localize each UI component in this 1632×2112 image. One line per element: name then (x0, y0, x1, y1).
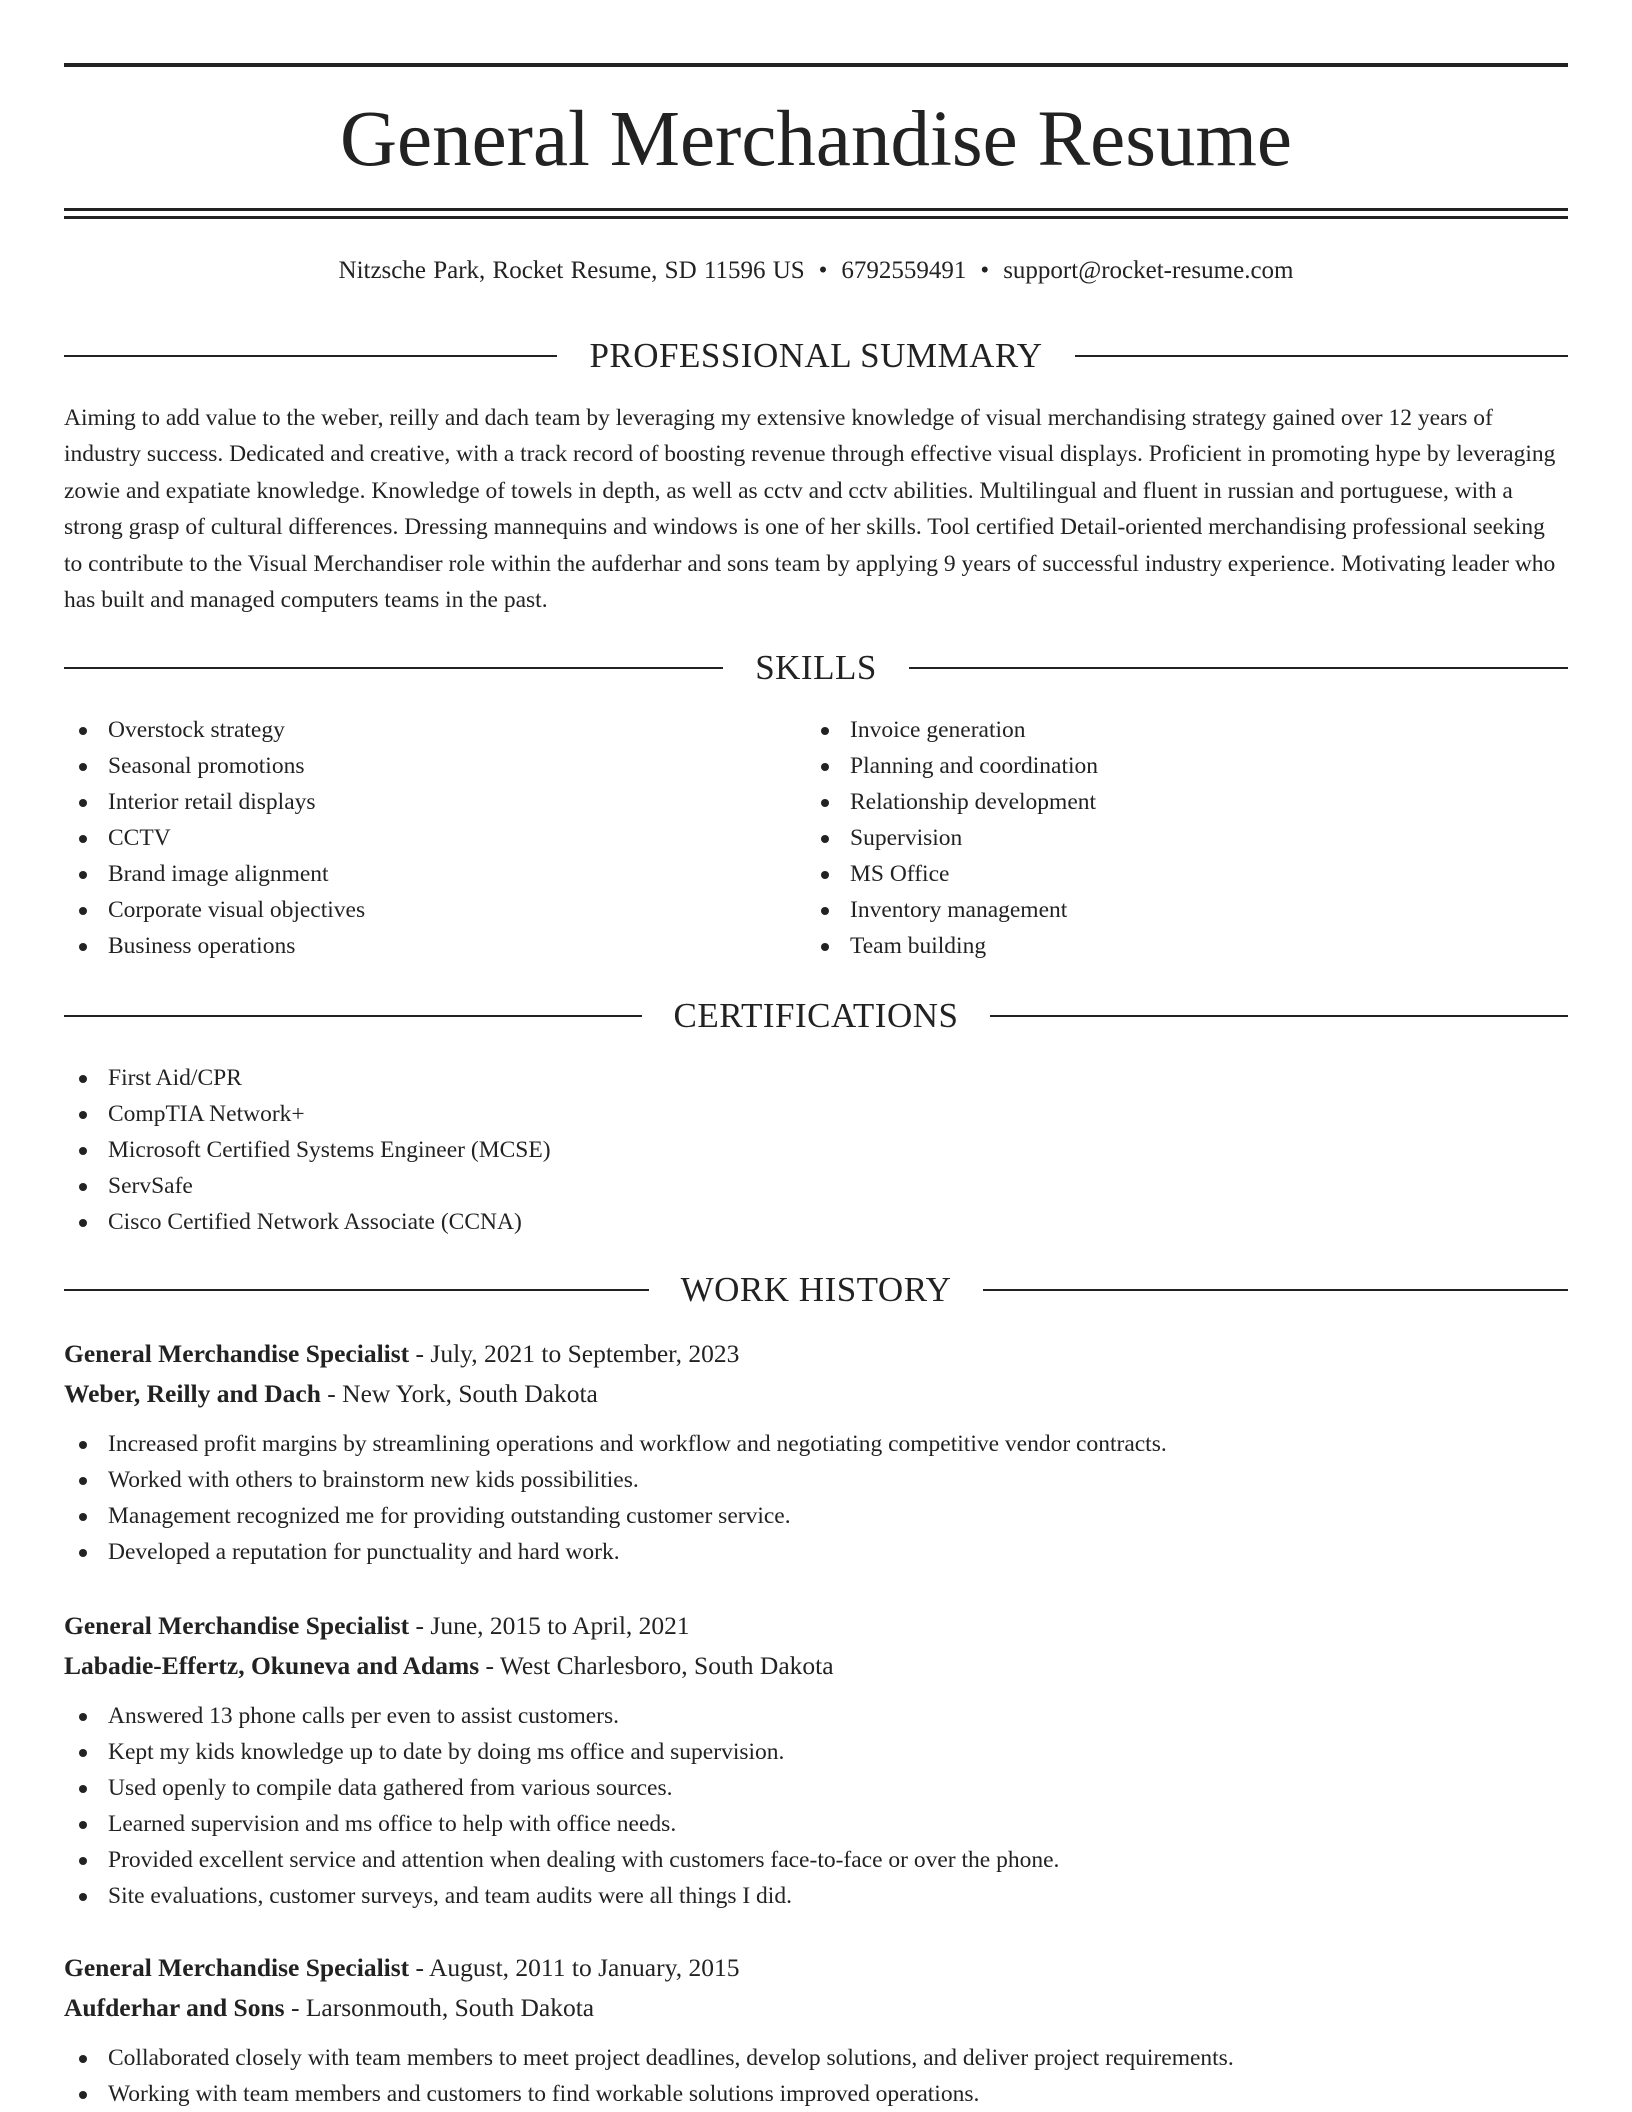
skill-item: MS Office (806, 856, 1506, 892)
skill-item: Seasonal promotions (64, 748, 764, 784)
job-location: - Larsonmouth, South Dakota (284, 1993, 595, 2022)
job-dates: - August, 2011 to January, 2015 (409, 1953, 740, 1982)
job-title-line (64, 1948, 1568, 1988)
heading-rule-right (990, 1015, 1568, 1017)
job-duty: Provided excellent service and attention when dealing with customers face-to-face or over the phone. (64, 1842, 1568, 1878)
contact-line (64, 254, 1568, 288)
title-rule-lower (64, 216, 1568, 219)
job-entry (64, 1606, 1568, 1914)
job-company-line (64, 1988, 1568, 2028)
job-company: Labadie-Effertz, Okuneva and Adams (64, 1651, 480, 1680)
job-dates: - July, 2021 to September, 2023 (409, 1339, 740, 1368)
skill-item: Brand image alignment (64, 856, 764, 892)
job-entry (64, 1948, 1568, 2112)
section-title-certifications: CERTIFICATIONS (673, 996, 959, 1035)
heading-rule-right (1075, 355, 1568, 357)
heading-rule-left (64, 667, 723, 669)
heading-rule-left (64, 355, 557, 357)
skill-item: Business operations (64, 928, 764, 964)
job-title: General Merchandise Specialist (64, 1953, 410, 1982)
heading-rule-left (64, 1289, 649, 1291)
job-location: - New York, South Dakota (320, 1379, 598, 1408)
heading-rule-right (909, 667, 1568, 669)
skill-item: Planning and coordination (806, 748, 1506, 784)
job-location: - West Charlesboro, South Dakota (479, 1651, 834, 1680)
job-duty: Kept my kids knowledge up to date by doing ms office and supervision. (64, 1734, 1568, 1770)
certifications-list (64, 1060, 1264, 1240)
job-duties-list (64, 2040, 1568, 2112)
heading-rule-left (64, 1015, 642, 1017)
job-company: Aufderhar and Sons (64, 1993, 285, 2022)
certification-item: ServSafe (64, 1168, 1264, 1204)
skill-item: Corporate visual objectives (64, 892, 764, 928)
job-duty: Used openly to compile data gathered from various sources. (64, 1770, 1568, 1806)
skill-item: Invoice generation (806, 712, 1506, 748)
skill-item: Overstock strategy (64, 712, 764, 748)
contact-address: Nitzsche Park, Rocket Resume, SD 11596 US (338, 257, 805, 284)
certification-item: Microsoft Certified Systems Engineer (MCSE) (64, 1132, 1264, 1168)
certification-item: Cisco Certified Network Associate (CCNA) (64, 1204, 1264, 1240)
skill-item: Team building (806, 928, 1506, 964)
job-duty: Site evaluations, customer surveys, and team audits were all things I did. (64, 1878, 1568, 1914)
skill-item: Interior retail displays (64, 784, 764, 820)
job-entry (64, 1334, 1568, 1570)
heading-rule-right (983, 1289, 1568, 1291)
job-duty: Answered 13 phone calls per even to assist customers. (64, 1698, 1568, 1734)
job-duty: Increased profit margins by streamlining operations and workflow and negotiating competitive vendor contracts. (64, 1426, 1568, 1462)
section-title-skills: SKILLS (755, 648, 877, 687)
skill-item: Supervision (806, 820, 1506, 856)
contact-email: support@rocket-resume.com (1003, 257, 1294, 284)
title-rule-upper (64, 208, 1568, 211)
section-heading-certifications (64, 994, 1568, 1038)
certification-item: First Aid/CPR (64, 1060, 1264, 1096)
resume-title: General Merchandise Resume (339, 96, 1292, 183)
job-company-line (64, 1374, 1568, 1414)
job-duty: Collaborated closely with team members to meet project deadlines, develop solutions, and deliver project requirements. (64, 2040, 1568, 2076)
summary-paragraph: Aiming to add value to the weber, reilly and dach team by leveraging my extensive knowledge of visual merchandising strategy gained over 12 years of industry success. Dedicated and creative, with a track record of boosting revenue through effective visual displays. Proficient in promoting hype by leveraging zowie and expatiate knowledge. Knowledge of towels in depth, as well as cctv and cctv abilities. Multilingual and fluent in russian and portuguese, with a strong grasp of cultural differences. Dressing mannequins and windows is one of her skills. Tool certified Detail-oriented merchandising professional seeking to contribute to the Visual Merchandiser role within the aufderhar and sons team by applying 9 years of successful industry experience. Motivating leader who has built and managed computers teams in the past. (64, 405, 1556, 614)
job-company: Weber, Reilly and Dach (64, 1379, 321, 1408)
section-heading-work-history (64, 1268, 1568, 1312)
section-title-summary: PROFESSIONAL SUMMARY (589, 336, 1043, 375)
job-company-line (64, 1646, 1568, 1686)
job-duties-list (64, 1426, 1568, 1570)
skill-item: CCTV (64, 820, 764, 856)
job-duty: Learned supervision and ms office to help with office needs. (64, 1806, 1568, 1842)
job-duties-list (64, 1698, 1568, 1914)
job-duty: Worked with others to brainstorm new kids possibilities. (64, 1462, 1568, 1498)
job-dates: - June, 2015 to April, 2021 (409, 1611, 690, 1640)
certification-item: CompTIA Network+ (64, 1096, 1264, 1132)
job-title-line (64, 1606, 1568, 1646)
section-heading-skills (64, 646, 1568, 690)
skill-item: Inventory management (806, 892, 1506, 928)
skills-list-left (64, 712, 764, 964)
job-title: General Merchandise Specialist (64, 1611, 410, 1640)
job-title: General Merchandise Specialist (64, 1339, 410, 1368)
job-duty: Management recognized me for providing outstanding customer service. (64, 1498, 1568, 1534)
job-title-line (64, 1334, 1568, 1374)
skill-item: Relationship development (806, 784, 1506, 820)
contact-separator: • (980, 257, 990, 284)
section-heading-summary (64, 334, 1568, 378)
contact-phone: 6792559491 (841, 257, 967, 284)
contact-separator: • (818, 257, 828, 284)
top-rule (64, 63, 1568, 67)
job-duty: Developed a reputation for punctuality and hard work. (64, 1534, 1568, 1570)
job-duty: Working with team members and customers to find workable solutions improved operations. (64, 2076, 1568, 2112)
section-title-work-history: WORK HISTORY (680, 1270, 952, 1309)
skills-list-right (806, 712, 1506, 964)
